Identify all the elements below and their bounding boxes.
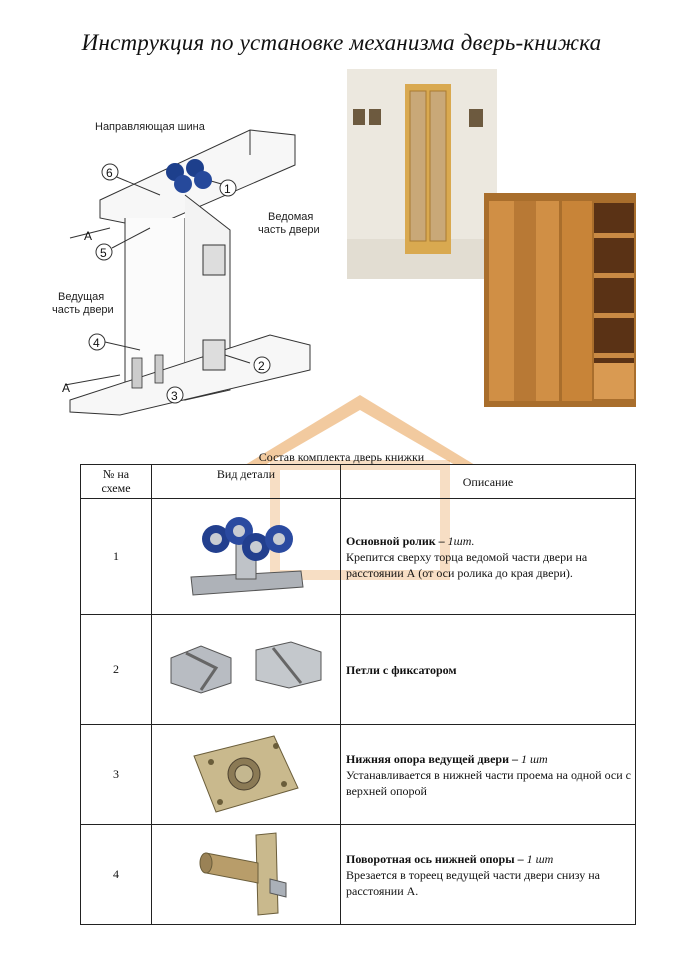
row-description: Основной ролик – 1шт. Крепится сверху торца ведомой части двери на расстоянии А (от оси ролика до края двери). [341,499,636,615]
part-picture [152,725,341,825]
driven-label-2: часть двери [258,224,320,236]
callout-6: 6 [106,166,113,180]
row-description: Петли с фиксатором [341,615,636,725]
table-row [81,825,636,925]
header-view: Вид детали [152,465,341,499]
wardrobe-photo [484,193,636,407]
table-row [81,615,636,725]
table-header-row [81,465,636,499]
leading-label-2: часть двери [52,304,114,316]
page-title: Инструкция по установке механизма дверь-книжка [81,30,602,55]
row-description: Нижняя опора ведущей двери – 1 шт Устанавливается в нижней части проема на одной оси с верхней опорой [341,725,636,825]
dim-label-bottom: А [62,381,71,395]
driven-label-1: Ведомая [268,211,314,223]
table-row [81,499,636,615]
part-picture [152,825,341,925]
hallway-door-photo [347,69,497,279]
callout-1: 1 [224,182,231,196]
part-picture [152,615,341,725]
row-num: 2 [81,615,152,725]
callout-5: 5 [100,246,107,260]
row-num: 4 [81,825,152,925]
callout-2: 2 [258,359,265,373]
pivot-axis-icon [186,827,306,919]
callout-3: 3 [171,389,178,403]
kit-composition-table [80,464,636,925]
row-description: Поворотная ось нижней опоры – 1 шт Врезается в тореец ведущей части двери снизу на расстоянии А. [341,825,636,925]
table-row [81,725,636,825]
header-num: № на схеме [81,465,152,499]
mechanism-diagram [40,100,330,420]
part-picture [152,499,341,615]
bottom-support-icon [186,728,306,818]
rail-label: Направляющая шина [95,121,205,133]
leading-label-1: Ведущая [58,291,105,303]
roller-icon [181,509,311,601]
callout-4: 4 [93,336,100,350]
header-desc: Описание [341,465,636,499]
hinge-icon [161,628,331,708]
row-num: 3 [81,725,152,825]
row-num: 1 [81,499,152,615]
table-caption: Состав комплекта дверь книжки [258,450,425,464]
dim-label-top: А [84,229,93,243]
